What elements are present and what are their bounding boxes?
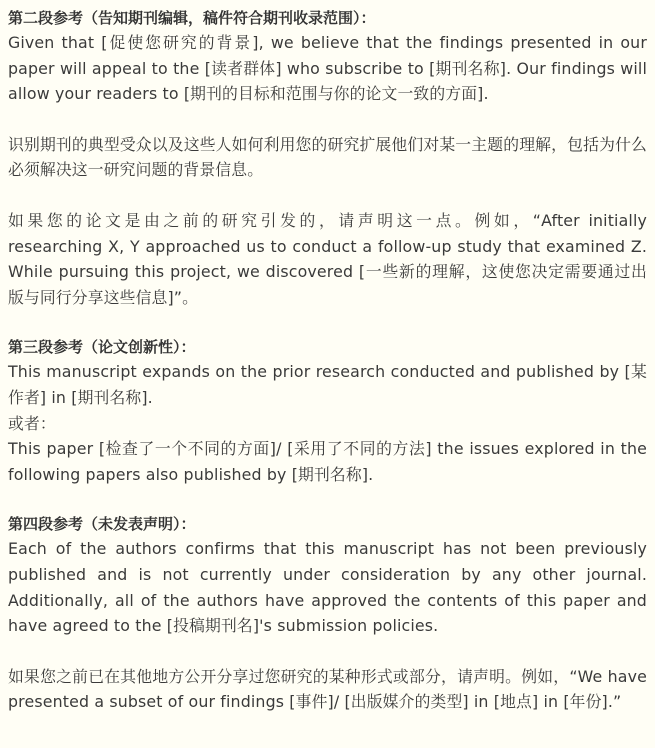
- para3-or: 或者：: [8, 413, 56, 433]
- para2-heading: 第二段参考（告知期刊编辑，稿件符合期刊收录范围）：: [8, 9, 376, 27]
- spacer: [8, 639, 647, 664]
- para2-note2: 如果您的论文是由之前的研究引发的，请声明这一点。例如，“After initially researching X, Y approached us to conduct a follow-up study that examined Z. While pursuing this project, we discovered [一些新的理解，这使您决定需要通过出版与同行分享这些信息]”。: [8, 210, 647, 307]
- spacer: [8, 310, 647, 335]
- para3-body2: This paper [检查了一个不同的方面]/ [采用了不同的方法] the issues explored in the following papers also published by [期刊名称].: [8, 439, 647, 484]
- spacer: [8, 487, 647, 512]
- spacer: [8, 183, 647, 208]
- para4-note: 如果您之前已在其他地方公开分享过您研究的某种形式或部分，请声明。例如，“We have presented a subset of our findings [事件]/ [出版媒介的类型] in [地点] in [年份].”: [8, 666, 647, 712]
- para2-body: Given that [促使您研究的背景], we believe that the findings presented in our paper will appeal to the [读者群体] who subscribe to [期刊名称]. Our findings will allow your readers to [期刊的目标和范围与你的论文一致的方面].: [8, 33, 647, 104]
- para3-body1: This manuscript expands on the prior research conducted and published by [某作者] in [期刊名称].: [8, 362, 647, 407]
- para4-heading: 第四段参考（未发表声明）：: [8, 515, 196, 534]
- para3-heading: 第三段参考（论文创新性）：: [8, 338, 196, 357]
- spacer: [8, 107, 647, 132]
- para2-note1: 识别期刊的典型受众以及这些人如何利用您的研究扩展他们对某一主题的理解，包括为什么必须解决这一研究问题的背景信息。: [8, 134, 647, 180]
- para4-body: Each of the authors confirms that this manuscript has not been previously published and is not currently under consideration by any other journal. Additionally, all of the authors have approved the contents of this paper and have agreed to the [投稿期刊名]'s submission policies.: [8, 539, 647, 636]
